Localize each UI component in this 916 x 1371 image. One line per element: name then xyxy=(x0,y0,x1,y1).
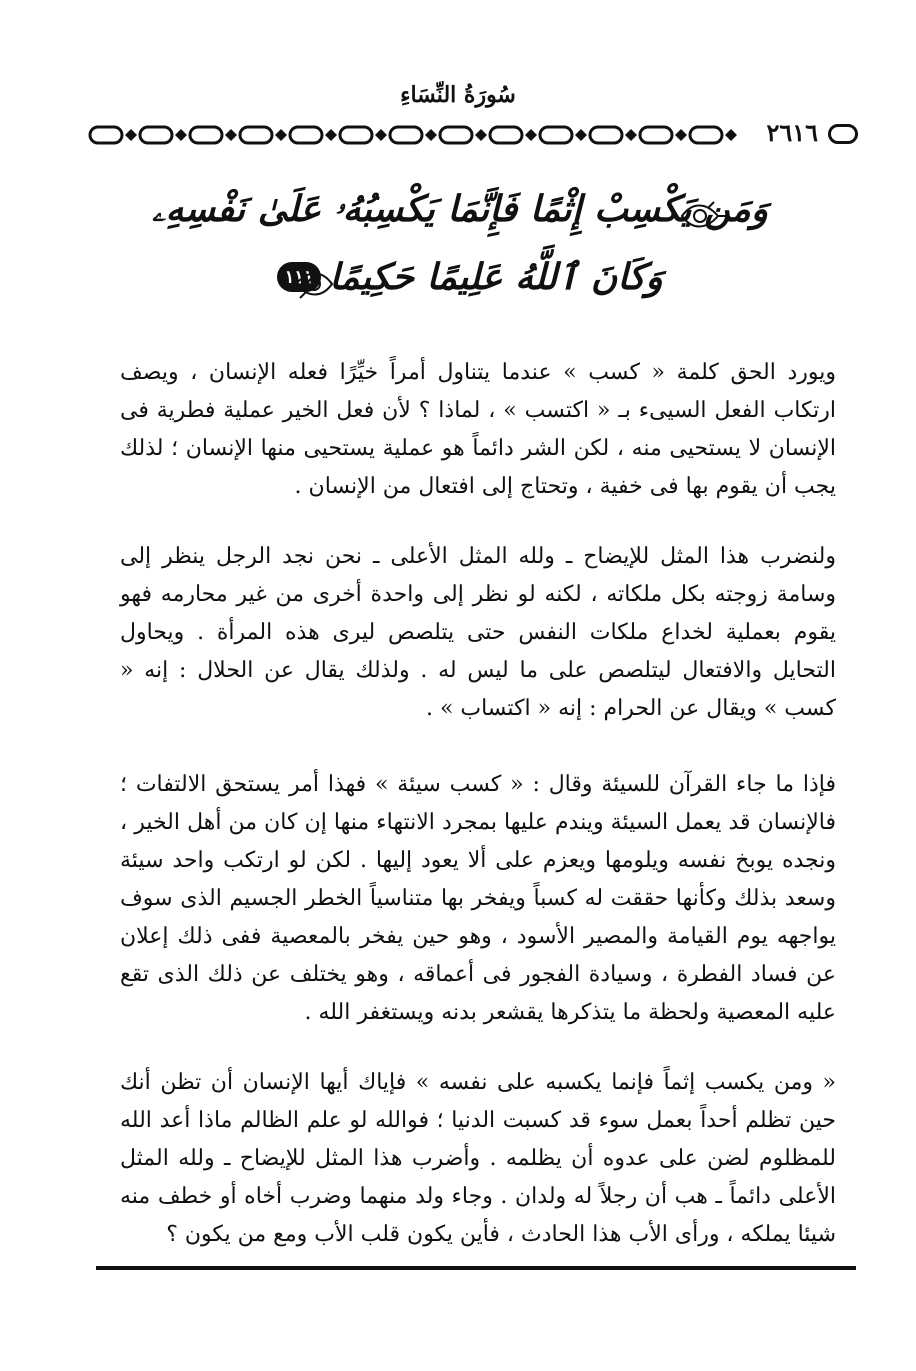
footer-rule xyxy=(96,1266,856,1270)
paragraph-3: فإذا ما جاء القرآن للسيئة وقال : « كسب سيئة » فهذا أمر يستحق الالتفات ؛ فالإنسان قد يعمل السيئة ويندم عليها بمجرد الانتهاء منها إن كان من أهل الخير ، ونجده يوبخ نفسه ويلومها ويعزم على ألا يعود إليها . لكن لو ارتكب واحد سيئة وسعد بذلك وكأنها حققت له كسباً ويفخر بها متناسياً الخطر الجسيم الذى سوف يواجهه يوم القيامة والمصير الأسود ، وهو حين يفخر بالمعصية ففى ذلك إعلان عن فساد الفطرة ، وسيادة الفجور فى أعماقه ، وهو يختلف عن ذلك الذى تقع عليه المعصية ولحظة ما يتذكرها يقشعر بدنه ويستغفر الله . xyxy=(120,772,836,1025)
header-chain-border xyxy=(88,120,858,150)
verse-line-2-text: وَكَانَ ٱللَّهُ عَلِيمًا حَكِيمًا xyxy=(329,256,663,298)
surah-title: سُورَةُ النِّسَاءِ xyxy=(400,82,516,108)
paragraph-1: ويورد الحق كلمة « كسب » عندما يتناول أمراً خيِّرًا فعله الإنسان ، ويصف ارتكاب الفعل السيىء بـ « اكتسب » ، لماذا ؟ لأن فعل الخير عملية فطرية فى الإنسان لا يستحيى منه ، لكن الشر دائماً هو عملية يستحيى منها الإنسان ؛ لذلك يجب أن يقوم بها فى خفية ، وتحتاج إلى افتعال من الإنسان . xyxy=(120,360,836,499)
verse-end-ornament-icon xyxy=(286,264,336,304)
paragraph-2: ولنضرب هذا المثل للإيضاح ـ ولله المثل الأعلى ـ نحن نجد الرجل ينظر إلى وسامة زوجته بكل ملكاته ، لكنه لو نظر إلى واحدة أخرى من غير محارمه فهو يقوم بعملية لخداع ملكات النفس حتى يتلصص ليرى هذه المرأة . ويحاول التحايل والافتعال ليتلصص على ما ليس له . ولذلك يقال عن الحلال : إنه « كسب » ويقال عن الحرام : إنه « اكتساب » . xyxy=(120,544,836,721)
verse-number-badge: ١١١ xyxy=(277,262,321,292)
chain-end-link xyxy=(828,124,858,144)
chain-ornament xyxy=(88,120,748,150)
verse-line-1: وَمَن يَكْسِبْ إِثْمًا فَإِنَّمَا يَكْسِبُهُۥ عَلَىٰ نَفْسِهِۦ xyxy=(151,188,769,230)
paragraph-4: « ومن يكسب إثماً فإنما يكسبه على نفسه » فإياك أيها الإنسان أن تظن أنك حين تظلم أحداً بعمل سوء قد كسبت الدنيا ؛ فوالله لو علم الظالم ماذا أعد الله للمظلوم لضن على عدوه أن يظلمه . وأضرب هذا المثل للإيضاح ـ ولله المثل الأعلى دائماً ـ هب أن رجلاً له ولدان . وجاء ولد منهما وضرب أخاه أو خطف منه شيئا يملكه ، ورأى الأب هذا الحادث ، فأين يكون قلب الأب ومع من يكون ؟ xyxy=(120,1070,837,1247)
page-number: ٢٦١٦ xyxy=(766,118,818,147)
